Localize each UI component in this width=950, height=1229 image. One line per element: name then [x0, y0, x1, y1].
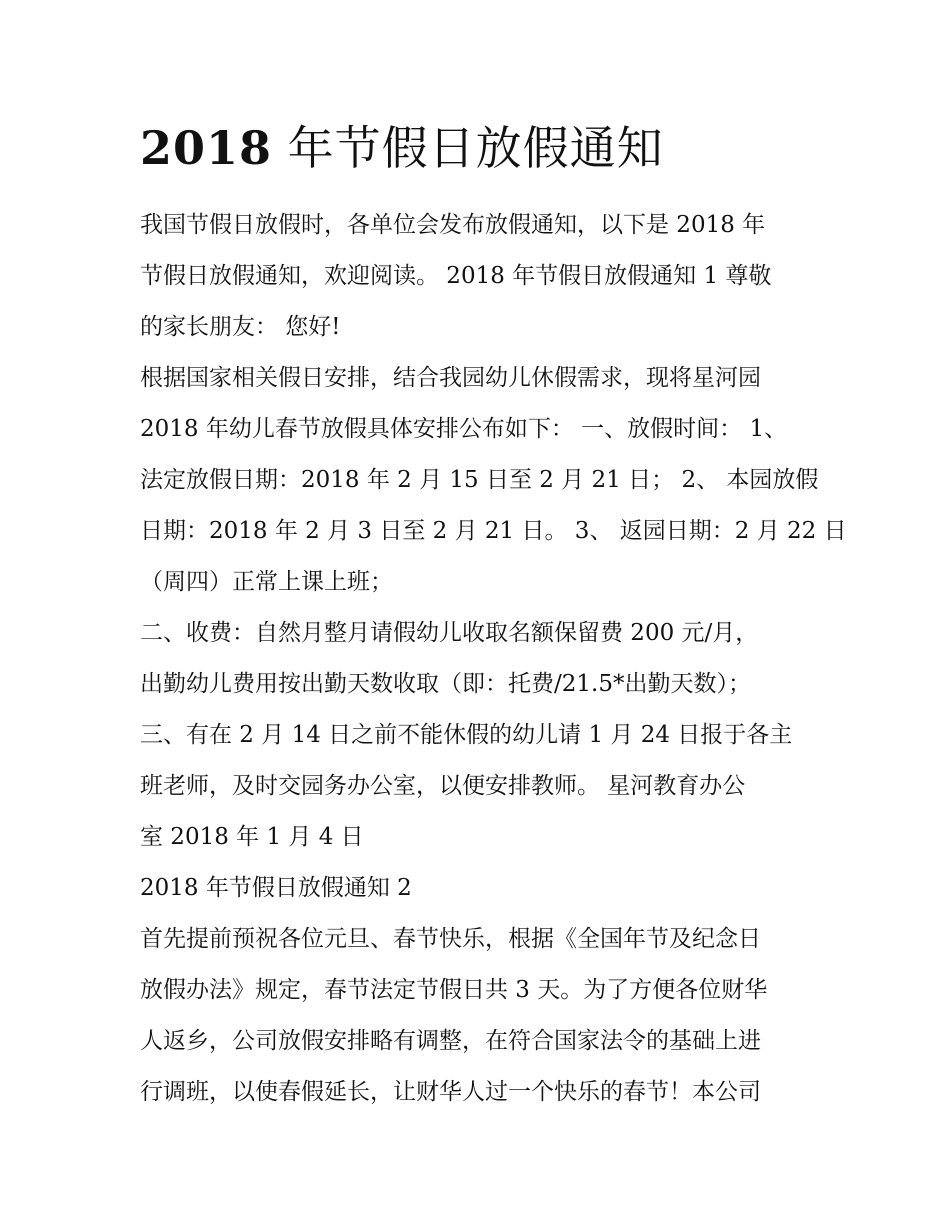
body-line: 室 2018 年 1 月 4 日 [140, 824, 364, 850]
document-body [140, 200, 847, 1118]
body-line: 的家长朋友： 您好! [140, 314, 341, 340]
body-line: 班老师，及时交园务办公室，以便安排教师。 星河教育办公 [140, 773, 746, 799]
body-line: 出勤幼儿费用按出勤天数收取（即：托费/21.5*出勤天数）； [140, 671, 751, 697]
body-line: 人返乡，公司放假安排略有调整，在符合国家法令的基础上进 [140, 1028, 761, 1054]
body-line: 我国节假日放假时，各单位会发布放假通知，以下是 2018 年 [140, 212, 766, 238]
body-line: 节假日放假通知，欢迎阅读。 2018 年节假日放假通知 1 尊敬 [140, 263, 772, 289]
title-text: 年节假日放假通知 [272, 121, 664, 175]
body-line: 法定放假日期：2018 年 2 月 15 日至 2 月 21 日； 2、 本园放假 [140, 467, 819, 493]
document-title [140, 118, 664, 178]
body-line: 2018 年幼儿春节放假具体安排公布如下： 一、放假时间： 1、 [140, 416, 788, 442]
section-heading: 2018 年节假日放假通知 2 [140, 875, 412, 901]
body-line: 三、有在 2 月 14 日之前不能休假的幼儿请 1 月 24 日报于各主 [140, 722, 793, 748]
body-line: 二、收费：自然月整月请假幼儿收取名额保留费 200 元/月， [140, 620, 759, 646]
title-year: 2018 [140, 121, 273, 175]
body-line: 行调班，以使春假延长，让财华人过一个快乐的春节！本公司 [140, 1079, 761, 1105]
body-line: （周四）正常上课上班； [140, 569, 393, 595]
body-line: 根据国家相关假日安排，结合我园幼儿休假需求，现将星河园 [140, 365, 761, 391]
body-line: 日期：2018 年 2 月 3 日至 2 月 21 日。 3、 返园日期：2 月 22 日 [140, 518, 847, 544]
body-line: 放假办法》规定，春节法定节假日共 3 天。为了方便各位财华 [140, 977, 768, 1003]
body-line: 首先提前预祝各位元旦、春节快乐，根据《全国年节及纪念日 [140, 926, 761, 952]
